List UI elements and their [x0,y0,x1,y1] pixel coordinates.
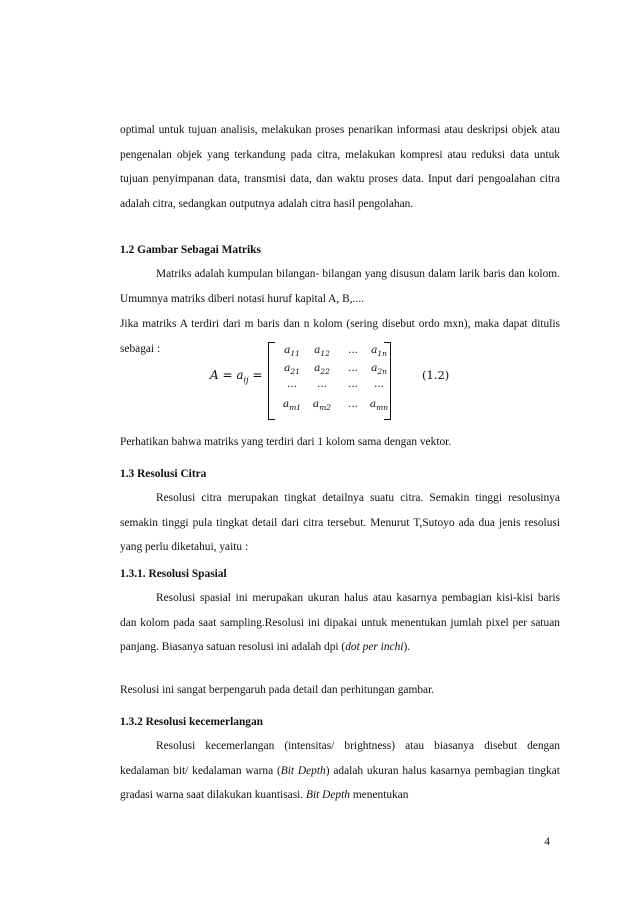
spatial-effect-paragraph: Resolusi ini sangat berpengaruh pada detail dan perhitungan gambar. [120,684,435,696]
page-number: 4 [544,836,550,848]
matrix-cell: $a_{m2}$ [312,398,332,413]
section-heading-1-3-2: 1.3.2 Resolusi kecemerlangan [120,716,264,728]
brightness-resolution-paragraph: Resolusi kecemerlangan (intensitas/ brightness) atau biasanya disebut dengan kedalaman bit/ kedalaman warna (Bit Depth) adalah ukuran halus kasarnya pembagian tingkat gradasi warna saat dilakukan kuantisasi. Bit Depth menentukan [120,740,560,802]
matrix-cell: ... [347,398,358,410]
equation-number: (1.2) [422,368,450,382]
vector-note-paragraph: Perhatikan bahwa matriks yang terdiri dari 1 kolom sama dengan vektor. [120,436,452,448]
matrix-cell: ... [347,344,358,356]
matrix-cell: $a_{1n}$ [371,344,387,359]
intro-paragraph: optimal untuk tujuan analisis, melakukan proses penarikan informasi atau deskripsi objek atau pengenalan objek yang terkandung pada citra, melakukan kompresi atau reduksi data untuk tujuan penyimpanan data, transmisi data, dan waktu proses data. Input dari pengoalahan citra adalah citra, sedangkan outputnya adalah citra hasil pengolahan. [120,124,560,210]
matrix-cell: $a_{mn}$ [369,398,389,413]
matrix-definition-paragraph: Matriks adalah kumpulan bilangan- bilangan yang disusun dalam larik baris dan kolom. Umumnya matriks diberi notasi huruf kapital A, B,.... [120,268,560,305]
matrix-cell: ... [347,378,358,390]
matrix-cell: $a_{2n}$ [371,362,387,377]
matrix-cell: ... [286,378,297,390]
resolution-intro-paragraph: Resolusi citra merupakan tingkat detailnya suatu citra. Semakin tinggi resolusinya semakin tinggi pula tingkat detail dari citra tersebut. Menurut T,Sutoyo ada dua jenis resolusi yang perlu diketahui, yaitu : [120,492,560,554]
matrix-cell: $a_{m1}$ [282,398,302,413]
matrix-cell: $a_{22}$ [314,362,330,377]
matrix-cell: $a_{11}$ [284,344,300,359]
spatial-resolution-paragraph: Resolusi spasial ini merupakan ukuran halus atau kasarnya pembagian kisi-kisi baris dan kolom pada saat sampling.Resolusi ini dipakai untuk menentukan jumlah pixel per satuan panjang. Biasanya satuan resolusi ini adalah dpi (dot per inchi). [120,592,560,654]
matrix-cell: $a_{21}$ [284,362,300,377]
matrix-cell: ... [373,378,384,390]
matrix-cell: ... [316,378,327,390]
section-heading-1-3-1: 1.3.1. Resolusi Spasial [120,568,227,580]
matrix-notation-paragraph: Jika matriks A terdiri dari m baris dan n kolom (sering disebut ordo mxn), maka dapat ditulis sebagai : [120,318,560,355]
matrix-equation [120,340,560,422]
matrix-cell: $a_{12}$ [314,344,330,359]
equation-lhs: $A = a_{ij}$ = [210,368,263,385]
section-heading-1-2: 1.2 Gambar Sebagai Matriks [120,244,261,256]
matrix-cell: ... [347,362,358,374]
section-heading-1-3: 1.3 Resolusi Citra [120,468,207,480]
matrix-left-bracket [268,342,275,420]
